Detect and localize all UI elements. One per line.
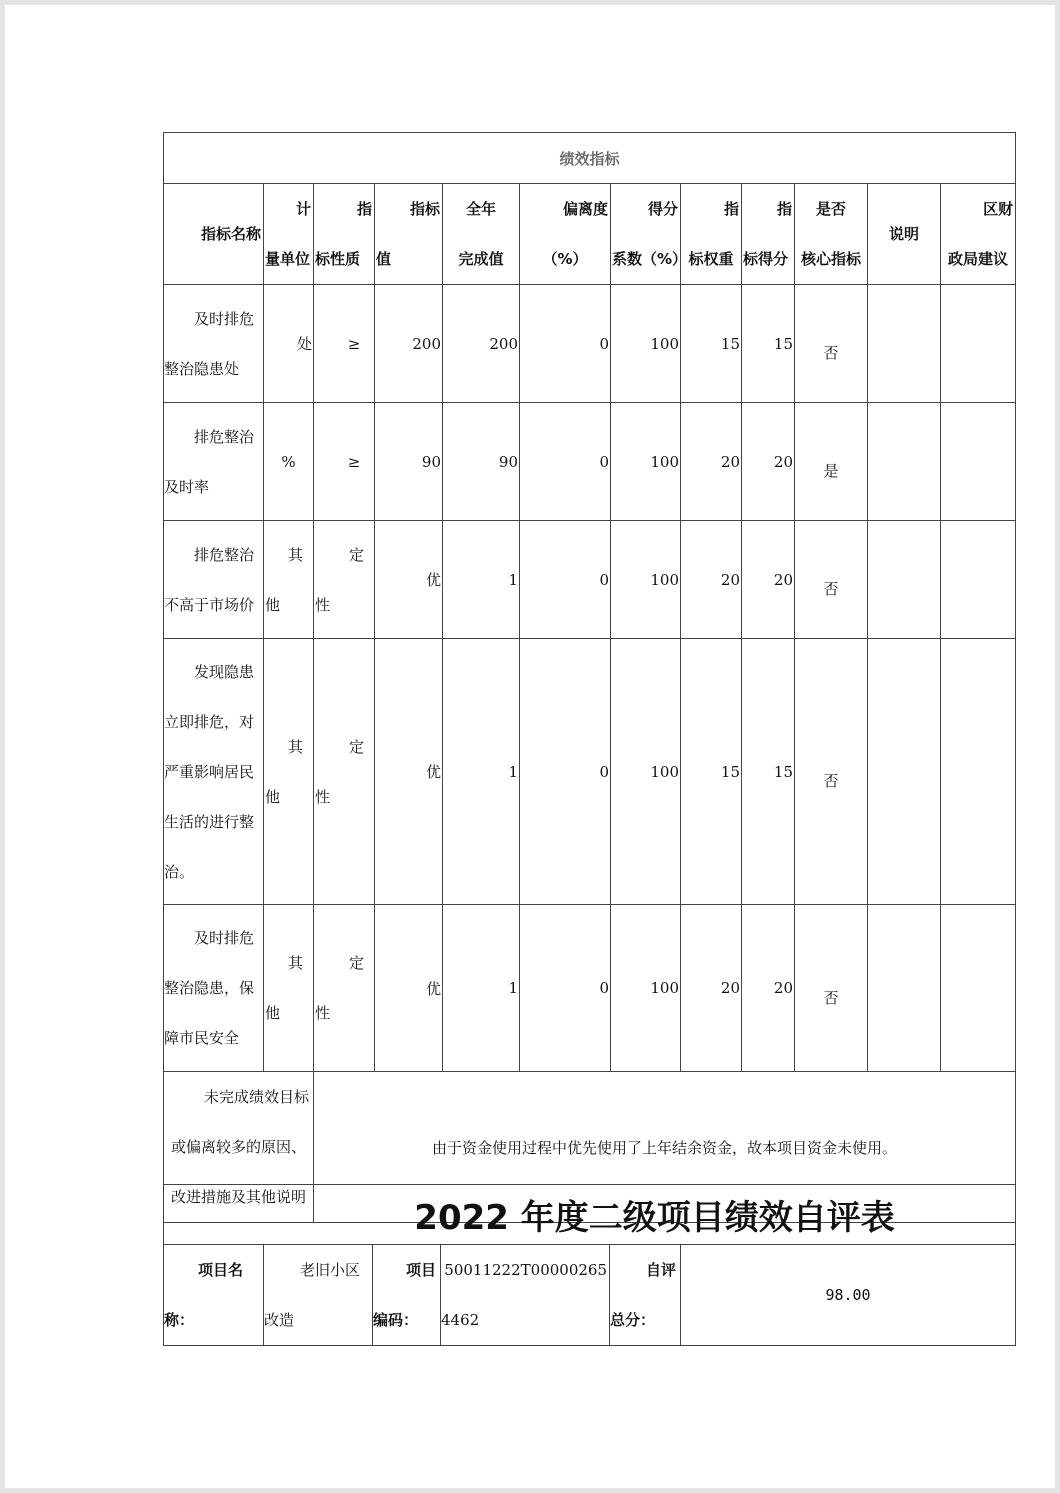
score-cell: 15 — [742, 285, 795, 403]
nature-cell: 定 性 — [314, 521, 375, 639]
header-score: 指 标得分 — [742, 184, 795, 285]
table-row — [164, 285, 1016, 403]
deviation-cell: 0 — [520, 905, 611, 1072]
total-score-label: 自评 总分： — [610, 1245, 681, 1346]
document-page — [5, 5, 1055, 1488]
header-indicator-name: 指标名称 — [164, 184, 264, 285]
core-cell: 否 — [795, 285, 868, 403]
score-cell: 20 — [742, 403, 795, 521]
coefficient-cell: 100 — [611, 905, 681, 1072]
header-nature: 指 标性质 — [314, 184, 375, 285]
deviation-cell: 0 — [520, 403, 611, 521]
actual-value-cell: 1 — [443, 905, 520, 1072]
table-row — [164, 639, 1016, 905]
table-row — [164, 403, 1016, 521]
weight-cell: 15 — [681, 285, 742, 403]
unit-cell: % — [264, 403, 314, 521]
advice-cell — [941, 521, 1016, 639]
deviation-cell: 0 — [520, 285, 611, 403]
project-code-value: 50011222T00000265 4462 — [441, 1245, 610, 1346]
target-value-cell: 200 — [375, 285, 443, 403]
header-target-value: 指标 值 — [375, 184, 443, 285]
header-coefficient: 得分 系数（%） — [611, 184, 681, 285]
header-deviation: 偏离度 （%） — [520, 184, 611, 285]
note-cell — [868, 905, 941, 1072]
unit-cell: 其 他 — [264, 639, 314, 905]
unit-cell: 处 — [264, 285, 314, 403]
project-name-label: 项目名 称： — [164, 1245, 264, 1346]
core-cell: 否 — [795, 521, 868, 639]
self-evaluation-table — [163, 1184, 1016, 1346]
performance-indicator-table — [163, 132, 1016, 1223]
table-row — [164, 905, 1016, 1072]
score-cell: 20 — [742, 905, 795, 1072]
target-value-cell: 优 — [375, 905, 443, 1072]
nature-cell: ≥ — [314, 285, 375, 403]
coefficient-cell: 100 — [611, 285, 681, 403]
header-row — [164, 184, 1016, 285]
coefficient-cell: 100 — [611, 521, 681, 639]
actual-value-cell: 1 — [443, 521, 520, 639]
project-name-value: 老旧小区 改造 — [264, 1245, 373, 1346]
target-value-cell: 优 — [375, 521, 443, 639]
actual-value-cell: 90 — [443, 403, 520, 521]
reason-label: 未完成绩效目标 或偏离较多的原因、 改进措施及其他说明 — [164, 1072, 314, 1223]
indicator-name: 发现隐患 立即排危，对 严重影响居民 生活的进行整 治。 — [164, 639, 264, 905]
note-cell — [868, 403, 941, 521]
header-unit: 计 量单位 — [264, 184, 314, 285]
indicator-name: 及时排危 整治隐患，保 障市民安全 — [164, 905, 264, 1072]
weight-cell: 20 — [681, 521, 742, 639]
target-value-cell: 优 — [375, 639, 443, 905]
reason-text: 由于资金使用过程中优先使用了上年结余资金，故本项目资金未使用。 — [314, 1072, 1016, 1223]
actual-value-cell: 1 — [443, 639, 520, 905]
note-cell — [868, 639, 941, 905]
project-code-label: 项目 编码： — [373, 1245, 441, 1346]
evaluation-info-row — [164, 1245, 1016, 1346]
total-score-value: 98.00 — [681, 1245, 1016, 1346]
deviation-cell: 0 — [520, 521, 611, 639]
coefficient-cell: 100 — [611, 639, 681, 905]
weight-cell: 20 — [681, 403, 742, 521]
advice-cell — [941, 403, 1016, 521]
indicator-name: 排危整治 及时率 — [164, 403, 264, 521]
actual-value-cell: 200 — [443, 285, 520, 403]
nature-cell: ≥ — [314, 403, 375, 521]
advice-cell — [941, 905, 1016, 1072]
unit-cell: 其 他 — [264, 905, 314, 1072]
nature-cell: 定 性 — [314, 905, 375, 1072]
table-row — [164, 521, 1016, 639]
indicator-name: 排危整治 不高于市场价 — [164, 521, 264, 639]
deviation-cell: 0 — [520, 639, 611, 905]
evaluation-title: 2022 年度二级项目绩效自评表 — [164, 1185, 1016, 1245]
header-core: 是否 核心指标 — [795, 184, 868, 285]
core-cell: 否 — [795, 639, 868, 905]
nature-cell: 定 性 — [314, 639, 375, 905]
advice-cell — [941, 639, 1016, 905]
note-cell — [868, 285, 941, 403]
score-cell: 20 — [742, 521, 795, 639]
target-value-cell: 90 — [375, 403, 443, 521]
unit-cell: 其 他 — [264, 521, 314, 639]
advice-cell — [941, 285, 1016, 403]
weight-cell: 20 — [681, 905, 742, 1072]
header-weight: 指 标权重 — [681, 184, 742, 285]
core-cell: 否 — [795, 905, 868, 1072]
note-cell — [868, 521, 941, 639]
indicator-name: 及时排危 整治隐患处 — [164, 285, 264, 403]
score-cell: 15 — [742, 639, 795, 905]
header-advice: 区财 政局建议 — [941, 184, 1016, 285]
header-note: 说明 — [868, 184, 941, 285]
table-title: 绩效指标 — [164, 133, 1016, 184]
header-actual-value: 全年 完成值 — [443, 184, 520, 285]
core-cell: 是 — [795, 403, 868, 521]
weight-cell: 15 — [681, 639, 742, 905]
coefficient-cell: 100 — [611, 403, 681, 521]
